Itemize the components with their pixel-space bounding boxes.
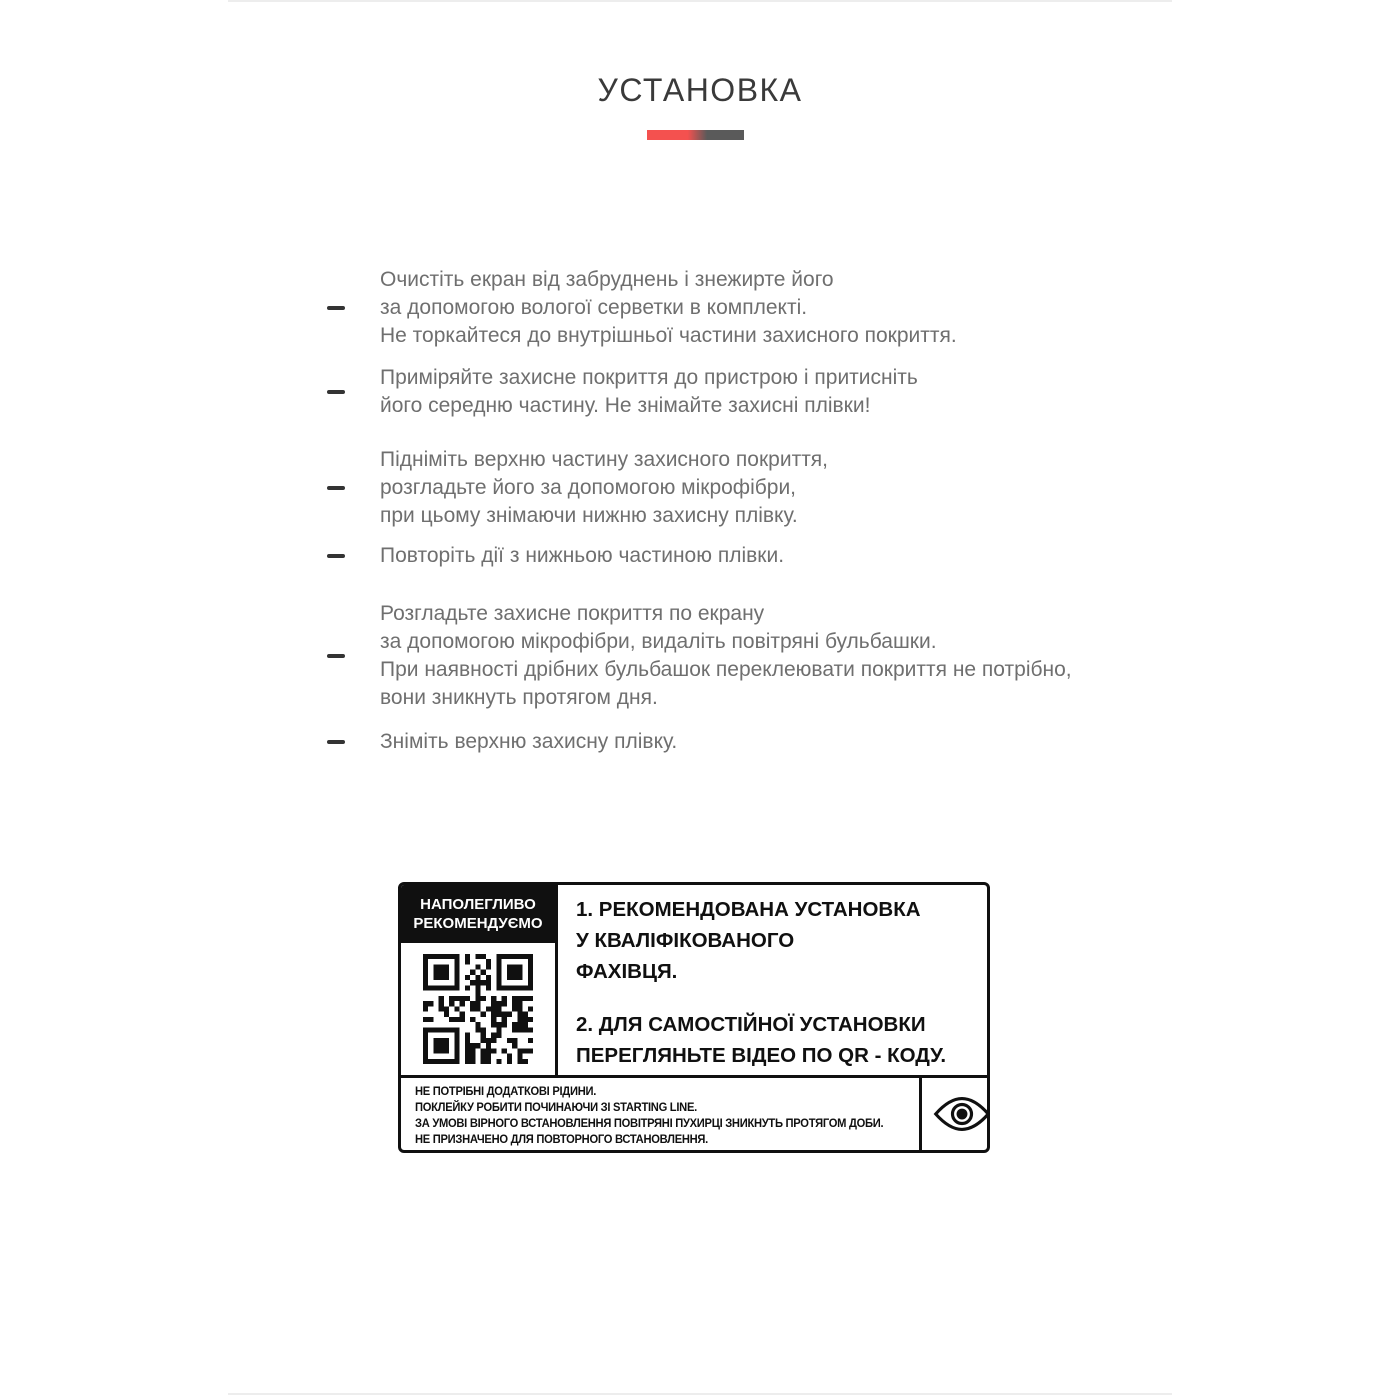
recommendation-box-main [401,885,987,1078]
instruction-line: вони зникнуть протягом дня. [380,686,658,709]
point-line: ФАХІВЦЯ. [576,960,678,983]
qr-code-graphic [423,954,533,1064]
bullet-dash [327,486,345,490]
point-line: 2. ДЛЯ САМОСТІЙНОЇ УСТАНОВКИ [576,1013,926,1036]
recommendation-box-footer [401,1078,987,1150]
qr-code [401,943,555,1075]
bullet-dash [327,554,345,558]
bullet-dash [327,654,345,658]
bullet-dash [327,390,345,394]
point-line: 1. РЕКОМЕНДОВАНА УСТАНОВКА [576,898,921,921]
instruction-line: Приміряйте захисне покриття до пристрою і притисніть [380,366,918,389]
instruction-text [380,542,784,570]
list-item [327,542,1137,570]
point-line: У КВАЛІФІКОВАНОГО [576,929,795,952]
qr-column [401,885,558,1075]
fine-print-line: ЗА УМОВІ ВІРНОГО ВСТАНОВЛЕННЯ ПОВІТРЯНІ ПУХИРЦІ ЗНИКНУТЬ ПРОТЯГОМ ДОБИ. [415,1116,884,1130]
list-item [327,728,1137,756]
card-edge-bottom [228,1393,1172,1395]
instruction-line: за допомогою вологої серветки в комплекті. [380,296,808,319]
instruction-line: при цьому знімаючи нижню захисну плівку. [380,504,798,527]
instruction-list [327,266,1137,756]
bullet-dash [327,740,345,744]
eye-cell [922,1078,990,1150]
list-item [327,266,1137,350]
instruction-line: Не торкайтеся до внутрішньої частини захисного покриття. [380,324,957,347]
page-title: УСТАНОВКА [597,72,803,108]
title-accent-bar [647,130,744,140]
fine-print-line: ПОКЛЕЙКУ РОБИТИ ПОЧИНАЮЧИ ЗІ STARTING LINE. [415,1100,697,1114]
list-item [327,600,1137,712]
fine-print [401,1078,922,1150]
instruction-line: Розгладьте захисне покриття по екрану [380,602,765,625]
recommendation-box [398,882,990,1153]
eye-icon [933,1095,990,1133]
instruction-line: його середню частину. Не знімайте захисні плівки! [380,394,871,417]
instruction-line: Очистіть екран від забруднень і знежирте його [380,268,834,291]
fine-print-line: НЕ ПОТРІБНІ ДОДАТКОВІ РІДИНИ. [415,1084,597,1098]
instruction-line: за допомогою мікрофібри, видаліть повітряні бульбашки. [380,630,937,653]
card-edge-top [228,0,1172,2]
bullet-dash [327,306,345,310]
instruction-text [380,266,957,350]
instruction-line: Підніміть верхню частину захисного покриття, [380,448,829,471]
recommendation-header: НАПОЛЕГЛИВО РЕКОМЕНДУЄМО [401,885,555,943]
fine-print-line: НЕ ПРИЗНАЧЕНО ДЛЯ ПОВТОРНОГО ВСТАНОВЛЕННЯ. [415,1132,708,1146]
instruction-line: розгладьте його за допомогою мікрофібри, [380,476,797,499]
instruction-text [380,600,1072,712]
instruction-text [380,364,918,420]
list-item [327,364,1137,420]
instruction-line: Зніміть верхню захисну плівку. [380,730,678,753]
recommendation-points [558,885,987,1075]
list-item [327,446,1137,530]
instruction-line: При наявності дрібних бульбашок переклеювати покриття не потрібно, [380,658,1072,681]
instruction-text [380,446,828,530]
point-line: ПЕРЕГЛЯНЬТЕ ВІДЕО ПО QR - КОДУ. [576,1044,947,1067]
instruction-line: Повторіть дії з нижньою частиною плівки. [380,544,785,567]
instruction-text [380,728,677,756]
point-gap [576,987,987,1009]
